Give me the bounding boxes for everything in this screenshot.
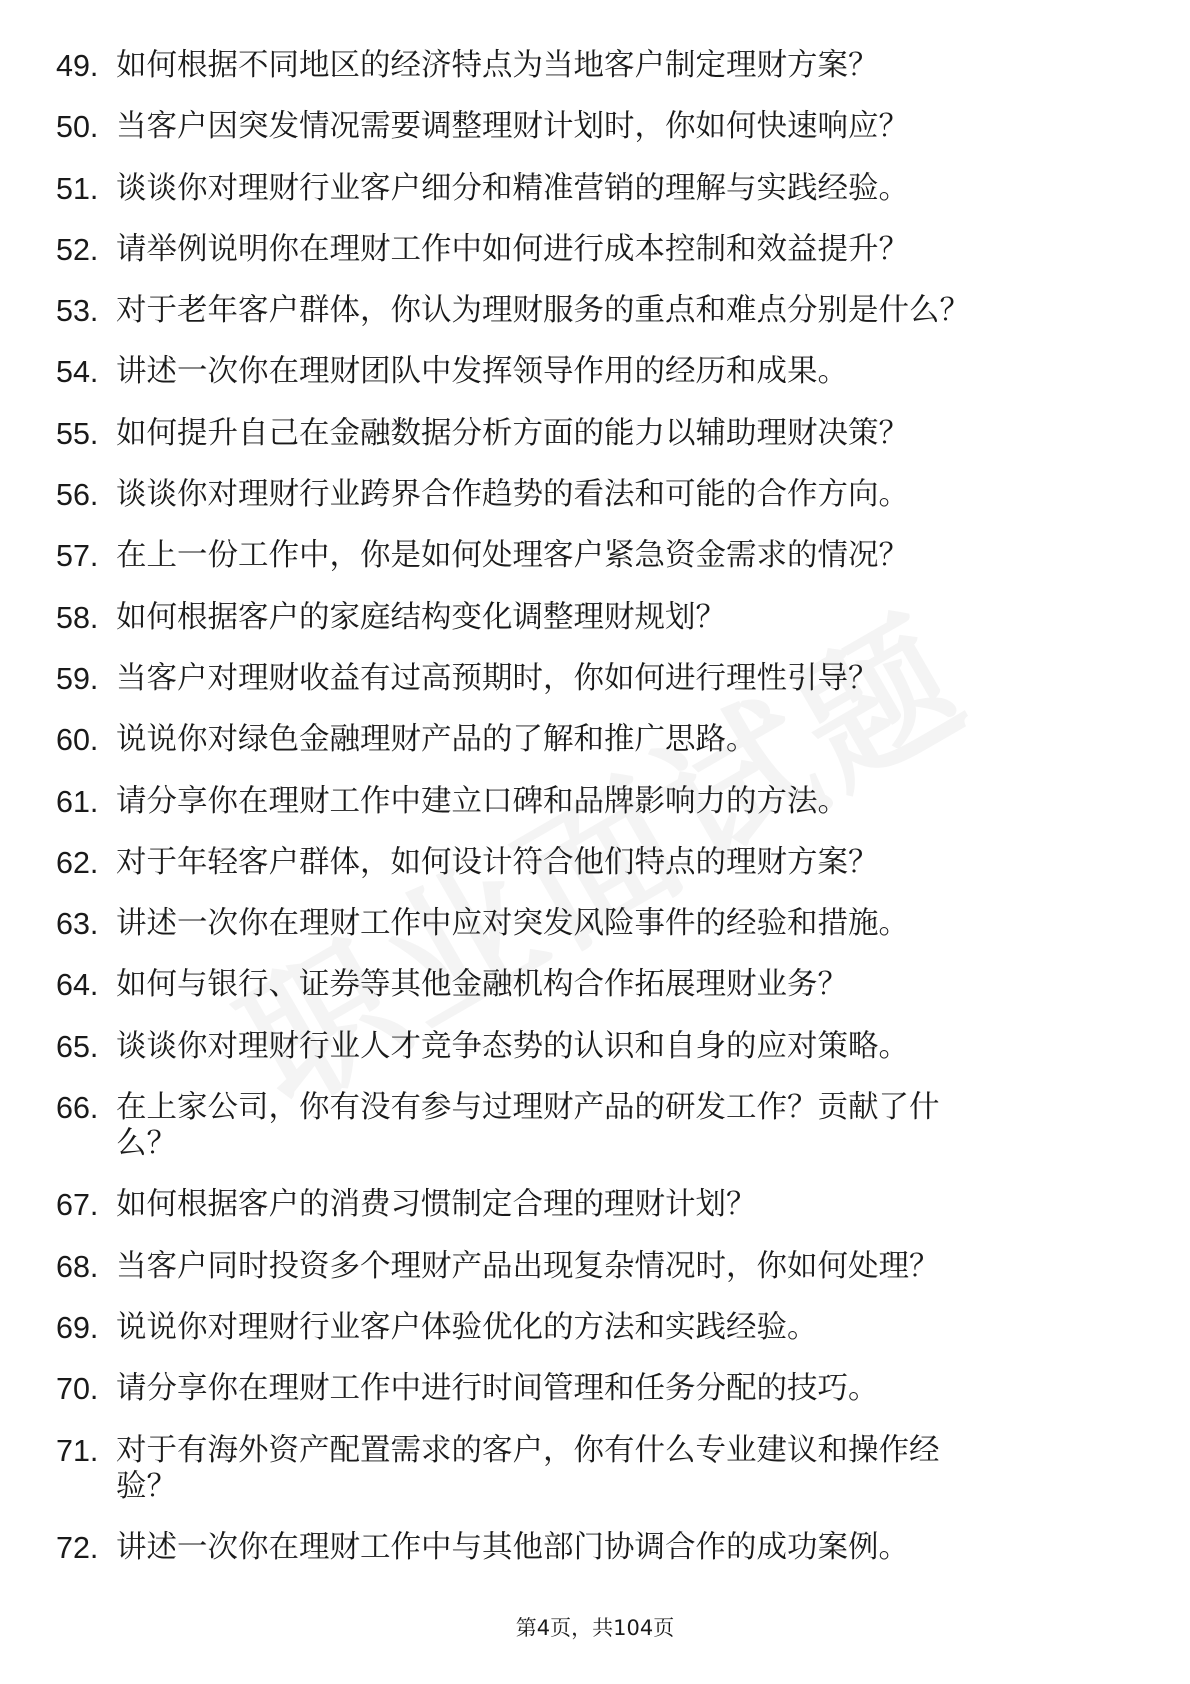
question-text: 在上一份工作中，你是如何处理客户紧急资金需求的情况？: [116, 538, 909, 574]
question-text: 请分享你在理财工作中进行时间管理和任务分配的技巧。: [116, 1371, 879, 1407]
question-text: 请分享你在理财工作中建立口碑和品牌影响力的方法。: [116, 783, 848, 819]
question-text: 如何与银行、证券等其他金融机构合作拓展理财业务？: [116, 967, 848, 1003]
question-item: [56, 477, 1136, 513]
question-number: 51.: [56, 171, 99, 206]
question-text: 如何提升自己在金融数据分析方面的能力以辅助理财决策？: [116, 415, 909, 451]
question-item: [56, 1530, 1136, 1566]
question-text: 说说你对理财行业客户体验优化的方法和实践经验。: [116, 1309, 818, 1345]
question-item: [56, 48, 1136, 84]
question-item: [56, 906, 1136, 942]
page-number-footer: 第4页，共104页: [515, 1616, 675, 1640]
question-number: 62.: [56, 845, 99, 880]
question-item: [56, 1371, 1136, 1407]
question-number: 64.: [56, 968, 99, 1003]
question-text: 对于年轻客户群体，如何设计符合他们特点的理财方案？: [116, 844, 879, 880]
question-number: 67.: [56, 1188, 99, 1223]
question-number: 56.: [56, 478, 99, 513]
question-number: 57.: [56, 539, 99, 574]
question-number: 58.: [56, 600, 99, 635]
question-text: 谈谈你对理财行业客户细分和精准营销的理解与实践经验。: [116, 170, 909, 206]
question-number: 71.: [56, 1433, 99, 1468]
question-text: 说说你对绿色金融理财产品的了解和推广思路。: [116, 722, 757, 758]
question-text: 谈谈你对理财行业跨界合作趋势的看法和可能的合作方向。: [116, 477, 909, 513]
question-text: 讲述一次你在理财工作中应对突发风险事件的经验和措施。: [116, 906, 909, 942]
question-list: [56, 48, 1136, 1591]
question-item: [56, 784, 1136, 820]
question-number: 68.: [56, 1249, 99, 1284]
question-number: 59.: [56, 661, 99, 696]
question-item: [56, 1310, 1136, 1346]
question-number: 60.: [56, 723, 99, 758]
question-item: [56, 661, 1136, 697]
question-text: 如何根据不同地区的经济特点为当地客户制定理财方案？: [116, 48, 879, 83]
question-number: 70.: [56, 1372, 99, 1407]
question-item: [56, 538, 1136, 574]
question-item: [56, 109, 1136, 145]
question-number: 61.: [56, 784, 99, 819]
question-item: [56, 416, 1136, 452]
question-number: 53.: [56, 294, 99, 329]
question-text: 在上家公司，你有没有参与过理财产品的研发工作？贡献了什么？: [116, 1090, 940, 1162]
question-text: 当客户对理财收益有过高预期时，你如何进行理性引导？: [116, 660, 879, 696]
question-text: 请举例说明你在理财工作中如何进行成本控制和效益提升？: [116, 231, 909, 267]
question-number: 66.: [56, 1091, 99, 1126]
question-text: 讲述一次你在理财团队中发挥领导作用的经历和成果。: [116, 354, 848, 390]
question-text: 谈谈你对理财行业人才竞争态势的认识和自身的应对策略。: [116, 1028, 909, 1064]
question-item: [56, 967, 1136, 1003]
question-item: [56, 232, 1136, 268]
question-item: [56, 722, 1136, 758]
question-number: 72.: [56, 1530, 99, 1565]
question-item: [56, 293, 1136, 329]
question-number: 63.: [56, 907, 99, 942]
question-item: [56, 1187, 1136, 1223]
question-item: [56, 171, 1136, 207]
question-text: 当客户同时投资多个理财产品出现复杂情况时，你如何处理？: [116, 1248, 940, 1284]
question-number: 49.: [56, 49, 99, 83]
question-number: 65.: [56, 1029, 99, 1064]
question-item: [56, 1090, 1136, 1162]
question-item: [56, 600, 1136, 636]
question-number: 52.: [56, 232, 99, 267]
question-text: 如何根据客户的消费习惯制定合理的理财计划？: [116, 1187, 757, 1223]
question-item: [56, 1249, 1136, 1285]
question-text: 如何根据客户的家庭结构变化调整理财规划？: [116, 599, 726, 635]
question-number: 50.: [56, 110, 99, 145]
question-number: 69.: [56, 1310, 99, 1345]
question-item: [56, 354, 1136, 390]
question-item: [56, 845, 1136, 881]
question-text: 对于有海外资产配置需求的客户，你有什么专业建议和操作经验？: [116, 1432, 940, 1504]
question-item: [56, 1029, 1136, 1065]
question-text: 讲述一次你在理财工作中与其他部门协调合作的成功案例。: [116, 1529, 909, 1565]
question-text: 当客户因突发情况需要调整理财计划时，你如何快速响应？: [116, 109, 909, 145]
question-number: 54.: [56, 355, 99, 390]
question-number: 55.: [56, 416, 99, 451]
question-text: 对于老年客户群体，你认为理财服务的重点和难点分别是什么？: [116, 293, 970, 329]
question-item: [56, 1433, 1136, 1505]
